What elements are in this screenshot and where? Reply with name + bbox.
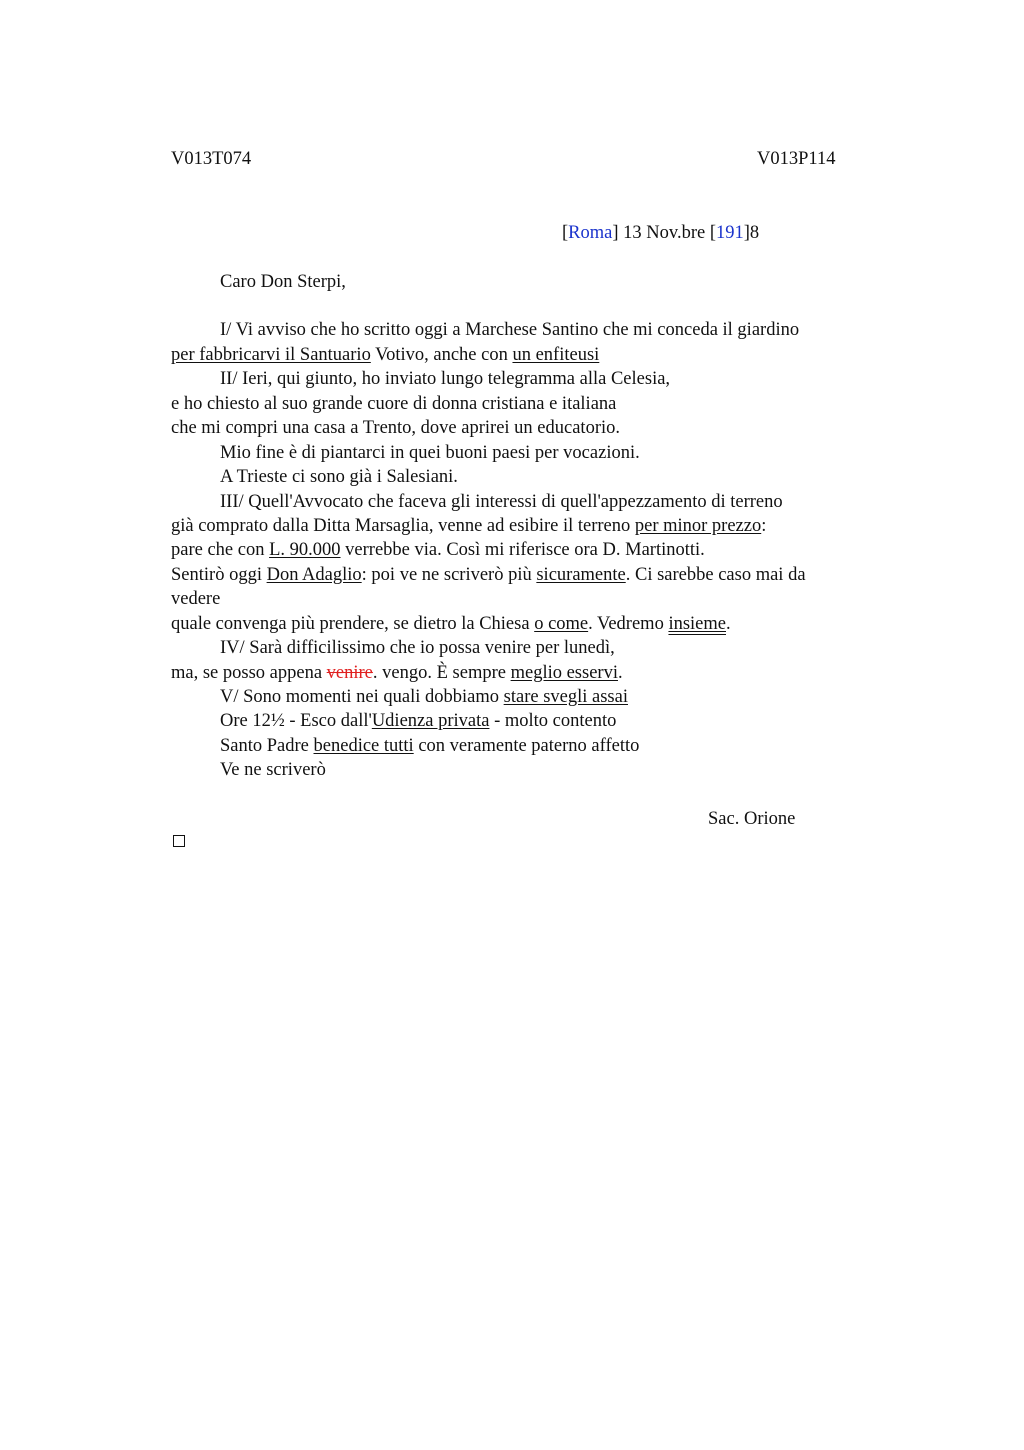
underlined-text: benedice tutti [313,736,414,756]
letter-line: e ho chiesto al suo grande cuore di donna cristiana e italiana [171,394,617,414]
document-code-left: V013T074 [171,149,252,169]
letter-line: I/ Vi avviso che ho scritto oggi a Marchese Santino che mi conceda il giardino [220,320,800,340]
dateline-place: Roma [568,223,613,243]
letter-line: Santo Padre benedice tutti con veramente paterno affetto [220,736,640,756]
letter-line: già comprato dalla Ditta Marsaglia, venne ad esibire il terreno per minor prezzo: [171,516,767,536]
letter-line: Ore 12½ - Esco dall'Udienza privata - molto contento [220,711,617,731]
letter-line: A Trieste ci sono già i Salesiani. [220,467,458,487]
letter-line: Mio fine è di piantarci in quei buoni paesi per vocazioni. [220,443,640,463]
underlined-text: sicuramente [536,565,626,585]
underlined-text: stare svegli assai [503,687,628,707]
signature: Sac. Orione [708,809,796,829]
underlined-text: o come [534,614,589,634]
underlined-text: per minor prezzo [634,516,762,536]
underlined-text: un enfiteusi [512,345,600,365]
letter-line: quale convenga più prendere, se dietro la Chiesa o come. Vedremo insieme. [171,614,731,634]
letter-line: per fabbricarvi il Santuario Votivo, anche con un enfiteusi [171,345,600,365]
underlined-text: Don Adaglio [266,565,362,585]
end-mark-box-icon [173,835,185,847]
letter-line: vedere [171,589,221,609]
letter-line: Ve ne scriverò [220,760,326,780]
letter-line: IV/ Sarà difficilissimo che io possa venire per lunedì, [220,638,615,658]
underlined-text: per fabbricarvi il Santuario [171,345,371,365]
dateline-open: [ [562,223,569,243]
underlined-text: meglio esservi [510,663,618,683]
dateline-close: ]8 [743,223,760,243]
letter-line: pare che con L. 90.000 verrebbe via. Così mi riferisce ora D. Martinotti. [171,540,705,560]
double-underlined-text: insieme [668,614,726,634]
dateline-year: 191 [715,223,744,243]
letter-line: V/ Sono momenti nei quali dobbiamo stare svegli assai [220,687,628,707]
letter-line: Sentirò oggi Don Adaglio: poi ve ne scriverò più sicuramente. Ci sarebbe caso mai da [171,565,806,585]
dateline-date: ] 13 Nov.bre [ [612,223,716,243]
letter-line: ma, se posso appena venire. vengo. È sempre meglio esservi. [171,663,623,683]
dateline [562,222,759,244]
underlined-text: Udienza privata [371,711,490,731]
struck-text: venire [326,663,373,683]
letter-line: III/ Quell'Avvocato che faceva gli interessi di quell'appezzamento di terreno [220,492,783,512]
document-code-right: V013P114 [757,149,836,169]
underlined-text: L. 90.000 [269,540,341,560]
letter-line: II/ Ieri, qui giunto, ho inviato lungo telegramma alla Celesia, [220,369,671,389]
salutation: Caro Don Sterpi, [220,272,346,292]
letter-line: che mi compri una casa a Trento, dove aprirei un educatorio. [171,418,620,438]
